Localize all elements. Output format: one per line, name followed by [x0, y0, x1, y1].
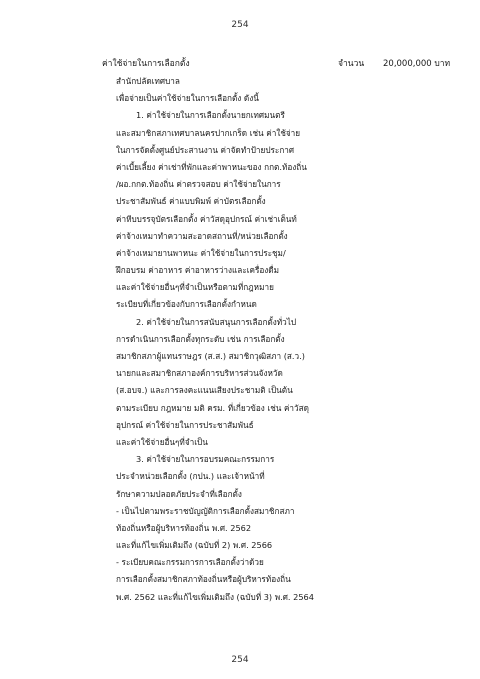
description-line: ค่าหีบบรรจุบัตรเลือกตั้ง ค่าวัสดุอุปกรณ์ ค่าเช่าเต็นท์ [116, 213, 297, 224]
description-line: สำนักปลัดเทศบาล [116, 76, 180, 86]
description-line: ท้องถิ่นหรือผู้บริหารท้องถิ่น พ.ศ. 2562 [116, 522, 252, 533]
description-line: ในการจัดตั้งศูนย์ประสานงาน ค่าจัดทำป้ายประกาศ [116, 144, 295, 155]
description-line: สมาชิกสภาผู้แทนราษฎร (ส.ส.) สมาชิกวุฒิสภา (ส.ว.) [116, 351, 305, 361]
description-line: และค่าใช้จ่ายอื่นๆที่จำเป็นหรือตามที่กฎหมาย [116, 282, 274, 293]
description-line: และที่แก้ไขเพิ่มเติมถึง (ฉบับที่ 2) พ.ศ. 2566 [116, 540, 273, 551]
description-line: นายกและสมาชิกสภาองค์การบริหารส่วนจังหวัด [116, 368, 283, 379]
description-line: พ.ศ. 2562 และที่แก้ไขเพิ่มเติมถึง (ฉบับที่ 3) พ.ศ. 2564 [116, 591, 314, 602]
page-number-top: 254 [231, 20, 249, 30]
description-line: 3. ค่าใช้จ่ายในการอบรมคณะกรรมการ [136, 454, 275, 465]
description-line: ระเบียบที่เกี่ยวข้องกับการเลือกตั้งกำหนด [116, 299, 257, 310]
description-line: - ระเบียบคณะกรรมการการเลือกตั้งว่าด้วย [116, 557, 264, 568]
description-line: 2. ค่าใช้จ่ายในการสนับสนุนการเลือกตั้งทั่วไป [136, 316, 297, 327]
amount-label: จำนวน [338, 59, 365, 69]
description-line: ประชาสัมพันธ์ ค่าแบบพิมพ์ ค่าบัตรเลือกตั้ง [116, 196, 266, 207]
description-line: - เป็นไปตามพระราชบัญญัติการเลือกตั้งสมาชิกสภา [116, 505, 295, 516]
description-line: ตามระเบียบ กฎหมาย มติ ครม. ที่เกี่ยวข้อง เช่น ค่าวัสดุ [116, 402, 309, 413]
description-line: ค่าจ้างเหมาทำความสะอาดสถานที่/หน่วยเลือกตั้ง [116, 230, 288, 241]
description-line: และสมาชิกสภาเทศบาลนครปากเกร็ด เช่น ค่าใช้จ่าย [116, 127, 301, 138]
description-line: ค่าเบี้ยเลี้ยง ค่าเช่าที่พักและค่าพาหนะของ กกต.ท้องถิ่น [116, 161, 307, 172]
description-line: /ผอ.กกต.ท้องถิ่น ค่าตรวจสอบ ค่าใช้จ่ายในการ [116, 179, 281, 190]
description-line: รักษาความปลอดภัยประจำที่เลือกตั้ง [116, 488, 242, 499]
description-line: การเลือกตั้งสมาชิกสภาท้องถิ่นหรือผู้บริหารท้องถิ่น [116, 574, 291, 585]
description-line: เพื่อจ่ายเป็นค่าใช้จ่ายในการเลือกตั้ง ดังนี้ [116, 93, 259, 104]
description-line: อุปกรณ์ ค่าใช้จ่ายในการประชาสัมพันธ์ [116, 419, 254, 430]
description-line: ค่าจ้างเหมายานพาหนะ ค่าใช้จ่ายในการประชุม/ [116, 247, 286, 258]
description-line: (ส.อบจ.) และการลงคะแนนเสียงประชามติ เป็นต้น [116, 385, 293, 396]
description-line: ประจำหน่วยเลือกตั้ง (กปน.) และเจ้าหน้าที่ [116, 471, 265, 482]
description-line: การดำเนินการเลือกตั้งทุกระดับ เช่น การเลือกตั้ง [116, 333, 285, 344]
description-line: ฝึกอบรม ค่าอาหาร ค่าอาหารว่างและเครื่องดื่ม [116, 265, 280, 276]
description-line: 1. ค่าใช้จ่ายในการเลือกตั้งนายกเทศมนตรี [136, 110, 285, 121]
page-number-bottom: 254 [231, 655, 249, 665]
budget-item-title: ค่าใช้จ่ายในการเลือกตั้ง [102, 59, 190, 69]
description-body [116, 73, 416, 606]
description-line: และค่าใช้จ่ายอื่นๆที่จำเป็น [116, 436, 208, 447]
amount-value: 20,000,000 บาท [383, 59, 451, 69]
